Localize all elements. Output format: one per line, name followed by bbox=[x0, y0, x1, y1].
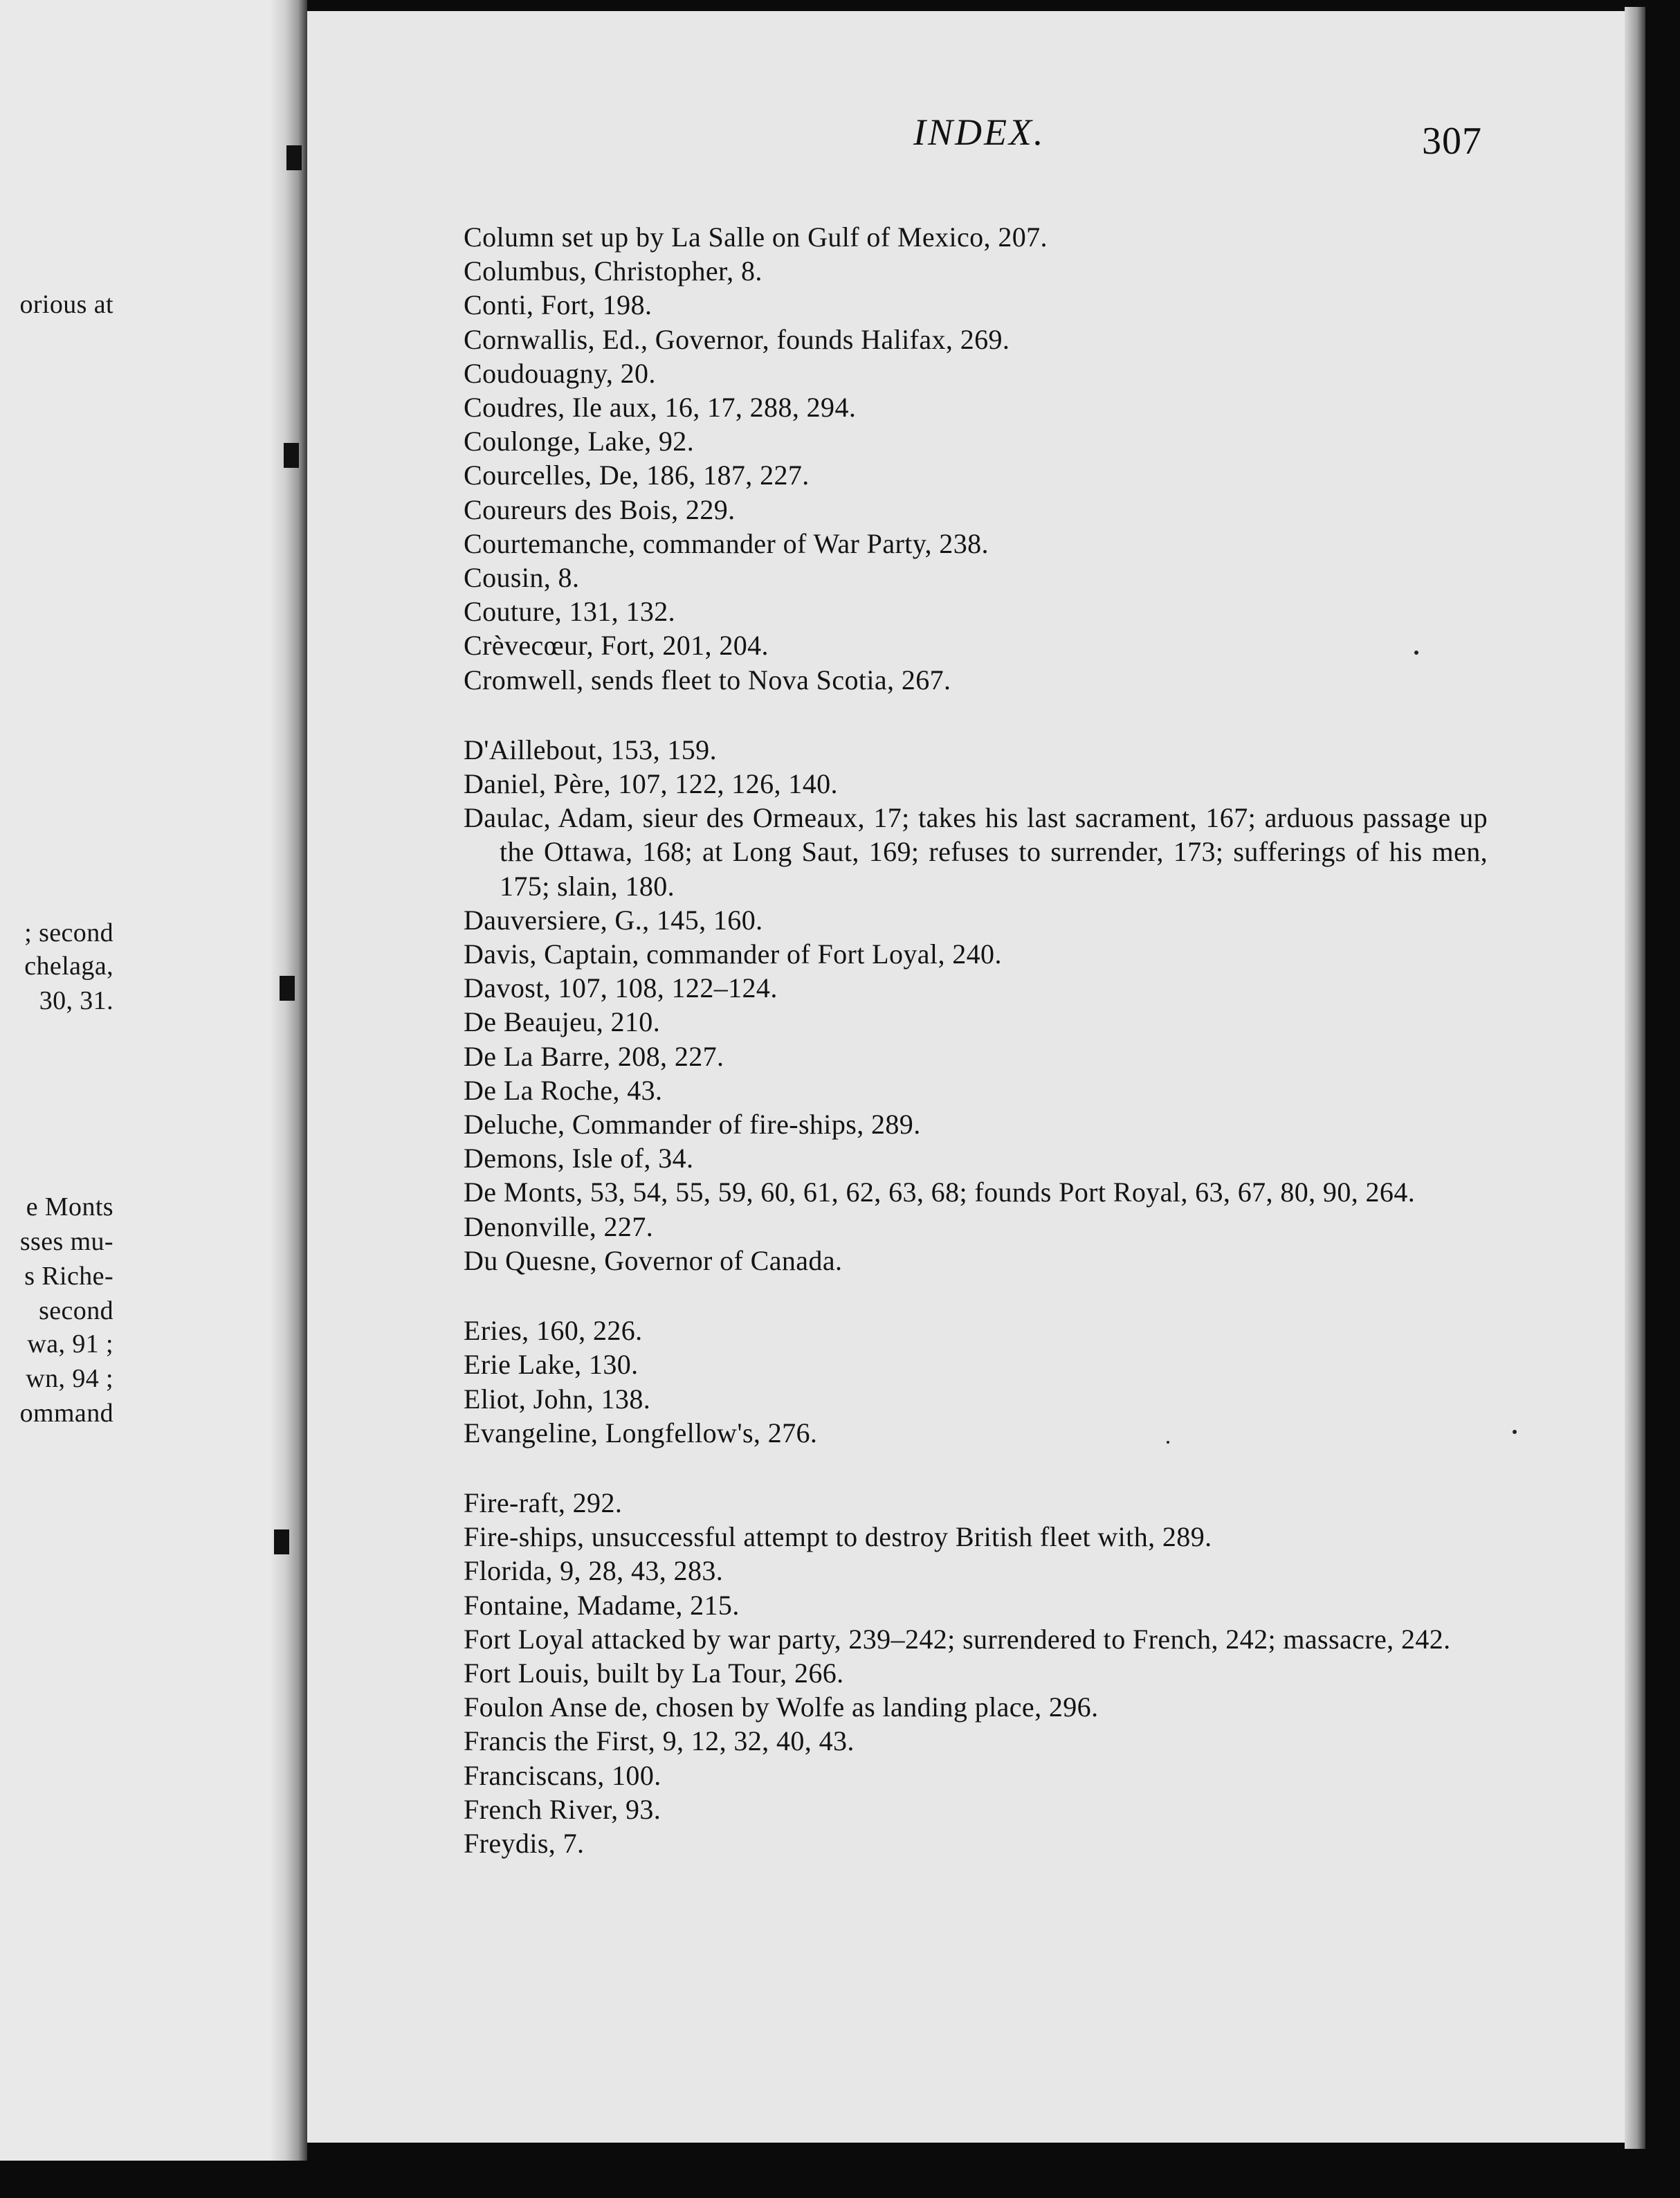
index-entry: Cornwallis, Ed., Governor, founds Halifax, 269. bbox=[464, 323, 1010, 355]
index-entry: Eliot, John, 138. bbox=[464, 1383, 651, 1415]
paper-speck bbox=[1513, 1430, 1517, 1434]
left-page-fragment: sses mu- bbox=[19, 1227, 113, 1256]
index-entry: De Beaujeu, 210. bbox=[464, 1006, 661, 1038]
index-entry: Fort Loyal attacked by war party, 239–242; surrendered to French, 242; massacre, 242. bbox=[464, 1623, 1451, 1655]
left-page-fragment: e Monts bbox=[26, 1192, 113, 1221]
index-entry: De La Barre, 208, 227. bbox=[464, 1040, 724, 1072]
index-group-c bbox=[464, 220, 1488, 697]
index-entry: Column set up by La Salle on Gulf of Mexico, 207. bbox=[464, 221, 1048, 253]
index-entry: Crèvecœur, Fort, 201, 204. bbox=[464, 630, 769, 662]
left-page-edge bbox=[0, 0, 301, 2161]
index-entry: Fire-raft, 292. bbox=[464, 1487, 623, 1518]
index-entry: Coudres, Ile aux, 16, 17, 288, 294. bbox=[464, 392, 857, 424]
left-page-fragment: orious at bbox=[19, 290, 113, 319]
index-entry: De La Roche, 43. bbox=[464, 1074, 663, 1106]
index-entry: Denonville, 227. bbox=[464, 1210, 654, 1242]
index-entry: Davost, 107, 108, 122–124. bbox=[464, 972, 778, 1004]
page-number: 307 bbox=[1422, 120, 1482, 163]
index-entry: Dauversiere, G., 145, 160. bbox=[464, 904, 763, 936]
left-page-fragment: second bbox=[39, 1296, 113, 1325]
binding-tab-mark bbox=[286, 145, 302, 170]
paper-speck bbox=[1414, 651, 1418, 655]
index-entry: Fort Louis, built by La Tour, 266. bbox=[464, 1657, 844, 1689]
index-entry: Du Quesne, Governor of Canada. bbox=[464, 1244, 843, 1276]
binding-tab-mark bbox=[280, 976, 295, 1001]
index-entry: De Monts, 53, 54, 55, 59, 60, 61, 62, 63, 68; founds Port Royal, 63, 67, 80, 90, 264. bbox=[464, 1177, 1416, 1208]
index-entry: Demons, Isle of, 34. bbox=[464, 1143, 694, 1174]
index-entry: Courcelles, De, 186, 187, 227. bbox=[464, 460, 810, 491]
index-entry: Fontaine, Madame, 215. bbox=[464, 1589, 740, 1621]
index-entry: Evangeline, Longfellow's, 276. bbox=[464, 1417, 818, 1448]
index-entry: Coudouagny, 20. bbox=[464, 357, 656, 389]
index-entry: Coureurs des Bois, 229. bbox=[464, 493, 736, 525]
index-entry: Conti, Fort, 198. bbox=[464, 289, 652, 321]
index-entry: Daulac, Adam, sieur des Ormeaux, 17; takes his last sacrament, 167; arduous passage up the Ottawa, 168; at Long Saut, 169; refuses to surrender, 173; sufferings of his men, 175; slain, 180. bbox=[464, 802, 1488, 902]
index-entry: Coulonge, Lake, 92. bbox=[464, 426, 695, 457]
page-edge-shadow bbox=[1625, 7, 1645, 2149]
index-entry: Franciscans, 100. bbox=[464, 1759, 661, 1791]
index-entry: Couture, 131, 132. bbox=[464, 596, 676, 628]
paper-speck bbox=[1167, 1441, 1169, 1444]
index-group-e bbox=[464, 1314, 1488, 1450]
index-entry: Cousin, 8. bbox=[464, 562, 580, 594]
index-entry: Columbus, Christopher, 8. bbox=[464, 255, 763, 287]
index-entry: Daniel, Père, 107, 122, 126, 140. bbox=[464, 768, 838, 800]
index-entry: D'Aillebout, 153, 159. bbox=[464, 734, 717, 765]
left-page-fragment: chelaga, bbox=[24, 952, 113, 981]
index-entry: Fire-ships, unsuccessful attempt to destroy British fleet with, 289. bbox=[464, 1521, 1212, 1553]
left-page-fragment: wa, 91 ; bbox=[27, 1329, 113, 1359]
binding-tab-mark bbox=[284, 443, 299, 468]
index-list bbox=[464, 220, 1488, 1860]
index-entry: Deluche, Commander of fire-ships, 289. bbox=[464, 1109, 921, 1141]
index-entry: Davis, Captain, commander of Fort Loyal, 240. bbox=[464, 938, 1002, 970]
binding-tab-mark bbox=[274, 1529, 289, 1554]
left-page-fragment: s Riche- bbox=[24, 1262, 113, 1291]
binding-gutter bbox=[271, 0, 307, 2161]
index-group-d bbox=[464, 733, 1488, 1278]
left-page-fragment: 30, 31. bbox=[39, 986, 113, 1015]
left-page-fragment: ; second bbox=[24, 918, 113, 947]
index-entry: Eries, 160, 226. bbox=[464, 1315, 643, 1347]
index-entry: French River, 93. bbox=[464, 1793, 661, 1825]
running-head: INDEX. bbox=[913, 111, 1046, 153]
index-entry: Cromwell, sends fleet to Nova Scotia, 267. bbox=[464, 664, 951, 696]
left-page-fragment: wn, 94 ; bbox=[26, 1364, 113, 1393]
index-entry: Francis the First, 9, 12, 32, 40, 43. bbox=[464, 1725, 855, 1757]
left-page-fragment: ommand bbox=[19, 1399, 113, 1428]
index-entry: Courtemanche, commander of War Party, 238. bbox=[464, 527, 989, 559]
index-entry: Erie Lake, 130. bbox=[464, 1349, 639, 1381]
index-group-f bbox=[464, 1486, 1488, 1860]
index-entry: Freydis, 7. bbox=[464, 1827, 585, 1859]
index-entry: Foulon Anse de, chosen by Wolfe as landing place, 296. bbox=[464, 1691, 1099, 1723]
index-entry: Florida, 9, 28, 43, 283. bbox=[464, 1555, 724, 1587]
